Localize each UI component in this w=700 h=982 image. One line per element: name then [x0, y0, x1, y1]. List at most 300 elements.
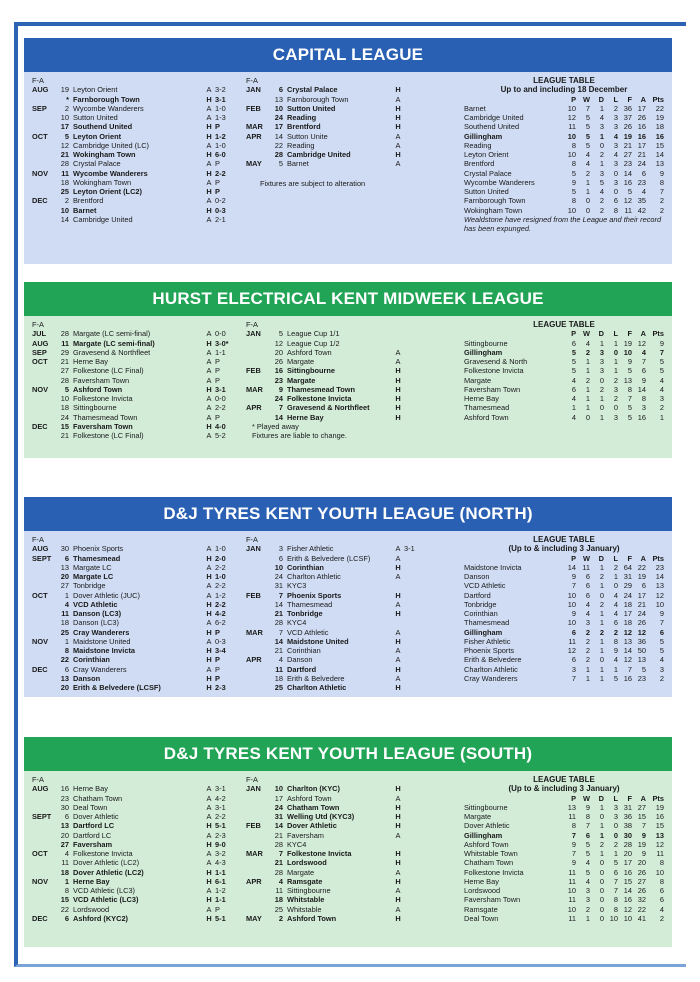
fixture-result: 2-2	[215, 581, 226, 591]
fixture-month: OCT	[32, 849, 48, 858]
fixture-venue: H	[395, 821, 401, 831]
league-table-header	[464, 554, 664, 563]
fixture-opponent: Thamesmead Town	[287, 384, 356, 394]
league-table-stat: 9	[571, 609, 576, 618]
fixture-result	[404, 665, 426, 674]
league-table-stat: 7	[659, 187, 664, 196]
fixture-row	[32, 581, 237, 590]
fixture-day: 27	[60, 839, 69, 849]
league-table-row	[464, 366, 664, 375]
league-table-stat: 2	[599, 839, 604, 849]
fixture-result: P	[215, 664, 220, 674]
fixture-month: APR	[246, 403, 262, 413]
league-table-stat: 11	[568, 812, 576, 821]
fixture-opponent: Thamesmead	[287, 599, 333, 609]
fixture-day: 23	[60, 793, 69, 803]
fixture-row	[32, 655, 237, 664]
league-table-stat: 20	[623, 849, 632, 858]
league-table-row	[464, 831, 664, 840]
fixture-month	[246, 554, 271, 563]
fixture-month: AUG	[32, 338, 49, 348]
league-table-stat: 9	[571, 858, 576, 868]
fixture-row	[32, 159, 237, 168]
fixture-venue: H	[395, 384, 401, 394]
fixture-opponent: Cray Wanderers	[73, 627, 130, 637]
fixture-day: 11	[61, 338, 69, 348]
fixture-row	[246, 655, 426, 664]
fixture-result	[404, 655, 426, 664]
fixture-result	[404, 591, 426, 600]
fixture-opponent: Farnborough Town	[287, 94, 349, 104]
fixture-row	[32, 366, 237, 375]
section-title: CAPITAL LEAGUE	[24, 38, 672, 72]
fixture-venue: H	[206, 150, 212, 159]
fixture-month	[32, 674, 57, 683]
fixture-result	[404, 858, 426, 867]
league-table-stat: 9	[659, 168, 664, 178]
fixture-month	[246, 840, 271, 849]
fixture-result: 3-0*	[215, 338, 229, 348]
league-table-stat: 8	[659, 876, 664, 886]
fixture-note: Fixtures are liable to change.	[252, 431, 347, 440]
fixture-venue: H	[395, 103, 401, 113]
league-table-row	[464, 821, 664, 830]
league-table-stat: 7	[585, 103, 590, 113]
league-table-team: Lordswood	[464, 886, 501, 895]
fixture-month	[32, 572, 57, 581]
fixture-result	[404, 914, 426, 923]
league-table-stat: 0	[599, 858, 604, 868]
fixture-row	[246, 591, 426, 600]
league-table-stat: 1	[585, 187, 590, 196]
league-table-row	[464, 159, 664, 168]
fixture-opponent: Tonbridge	[73, 581, 106, 591]
league-table-stat: 64	[623, 562, 632, 572]
fixture-month: SEP	[32, 103, 47, 113]
league-table-stat: 3	[599, 122, 604, 132]
fixture-result: 2-2	[215, 168, 226, 178]
fixture-row	[246, 544, 426, 553]
fixture-opponent: Wycombe Wanderers	[73, 103, 144, 113]
fixture-month	[246, 357, 271, 366]
fixture-month	[32, 150, 57, 159]
fixture-month	[246, 637, 271, 646]
fixture-row	[246, 329, 426, 338]
fixture-month: NOV	[32, 876, 49, 886]
league-table-stat: 23	[637, 177, 646, 187]
league-table-stat: 12	[567, 646, 576, 655]
league-table-title: LEAGUE TABLE	[533, 320, 595, 329]
fixture-venue: A	[206, 357, 212, 366]
fixture-day: 27	[60, 581, 69, 591]
fixture-venue: H	[395, 122, 401, 132]
league-table-stat: 29	[623, 581, 632, 591]
fixture-month	[32, 840, 57, 849]
fixture-day: 20	[60, 683, 69, 692]
league-table-row	[464, 877, 664, 886]
league-table-stat: 6	[659, 886, 664, 895]
fixture-row	[32, 357, 237, 366]
fixture-venue: A	[206, 214, 212, 224]
league-table-stat: 7	[613, 876, 618, 886]
league-table-team: Thamesmead	[464, 403, 510, 413]
fixture-day: 11	[61, 609, 69, 618]
league-table-stat: 12	[637, 627, 646, 637]
fixture-day: 21	[60, 431, 69, 440]
league-table-row	[464, 600, 664, 609]
fixture-row	[246, 366, 426, 375]
league-table-stat: 3	[585, 895, 590, 905]
fixture-day: 24	[274, 572, 283, 581]
fixture-venue: A	[395, 655, 401, 665]
league-table-stat: 8	[641, 394, 646, 403]
fixture-row	[32, 840, 237, 849]
league-table-stat: 4	[585, 599, 590, 609]
league-table-team: Whitstable Town	[464, 849, 518, 858]
league-table-stat: 38	[623, 821, 632, 831]
league-table-col-header: D	[598, 793, 604, 803]
league-table-stat: 13	[623, 636, 632, 646]
league-table-team: Farnborough Town	[464, 196, 526, 206]
league-table-team: Sittingbourne	[464, 338, 508, 348]
fixture-day: 14	[274, 821, 283, 831]
league-table-stat: 6	[613, 867, 618, 877]
fixture-month: JAN	[246, 784, 261, 794]
fixture-opponent: Herne Bay	[73, 876, 110, 886]
league-table-stat: 8	[571, 821, 576, 831]
fixture-result	[404, 637, 426, 646]
fixture-result: 3-2	[215, 85, 226, 95]
fixture-opponent: Corinthian	[73, 655, 110, 665]
league-table-stat: 7	[659, 618, 664, 628]
league-table-stat: 1	[585, 366, 590, 376]
league-table-stat: 9	[627, 357, 632, 366]
fixture-month	[246, 581, 271, 590]
league-table-stat: 10	[623, 347, 632, 357]
fixture-venue: H	[395, 849, 401, 858]
fixture-opponent: Danson (LC3)	[73, 609, 122, 618]
league-table-stat: 7	[627, 664, 632, 674]
league-table-col-header: F	[627, 94, 632, 104]
fixture-month: AUG	[32, 544, 49, 554]
fixture-row	[246, 609, 426, 618]
fixture-venue: A	[206, 590, 212, 600]
league-table-stat: 5	[641, 664, 646, 674]
fixture-day: 3	[278, 544, 283, 554]
fixture-venue: H	[206, 599, 212, 609]
league-table-stat: 5	[613, 858, 618, 868]
fixture-row	[246, 113, 426, 122]
league-table-col-header: W	[583, 553, 590, 563]
league-table-stat: 1	[613, 366, 618, 376]
fixture-venue: A	[395, 347, 401, 357]
fixture-month	[32, 858, 57, 867]
fixture-row	[32, 794, 237, 803]
league-table-team: Thamesmead	[464, 618, 510, 628]
fixture-result: P	[215, 673, 220, 683]
league-table-header	[464, 794, 664, 803]
league-table-stat: 9	[571, 839, 576, 849]
fixture-venue: A	[395, 627, 401, 637]
league-table-stat: 6	[641, 581, 646, 591]
league-table-team: Gillingham	[464, 347, 503, 357]
fixture-row	[32, 563, 237, 572]
fixture-month: JUL	[32, 329, 46, 339]
fixture-venue: H	[395, 375, 401, 385]
fixture-row	[32, 394, 237, 403]
fixture-row	[32, 858, 237, 867]
fixture-row	[246, 914, 426, 923]
fixture-venue: A	[395, 544, 401, 554]
fixture-opponent: Margate (LC semi-final)	[73, 329, 151, 339]
fixture-venue: A	[206, 793, 212, 803]
league-table-stat: 2	[613, 562, 618, 572]
fixture-month	[246, 831, 271, 840]
league-table-stat: 22	[637, 562, 646, 572]
fixture-result: 6-1	[215, 876, 226, 886]
league-table-stat: 13	[655, 830, 664, 840]
fixture-venue: A	[206, 830, 212, 840]
league-table-stat: 9	[571, 177, 576, 187]
league-table-stat: 10	[623, 913, 632, 923]
fixture-month	[246, 646, 271, 655]
league-table-stat: 16	[655, 812, 664, 821]
fixture-month	[246, 376, 271, 385]
league-table-stat: 6	[571, 655, 576, 665]
fixture-row	[32, 674, 237, 683]
league-table-stat: 7	[585, 821, 590, 831]
league-table-stat: 0	[599, 655, 604, 665]
league-table-stat: 24	[623, 590, 632, 600]
fixture-opponent: Reading	[287, 113, 317, 122]
fixture-row	[246, 683, 426, 692]
league-table-stat: 1	[599, 664, 604, 674]
league-table-stat: 31	[623, 802, 632, 812]
fixture-day: 11	[275, 664, 283, 674]
fixture-row	[246, 821, 426, 830]
fixture-row	[246, 132, 426, 141]
fixture-row	[32, 348, 237, 357]
league-table-stat: 21	[637, 150, 646, 159]
fixture-month	[32, 905, 57, 914]
fixture-month	[32, 95, 57, 104]
league-table-col-header: D	[598, 329, 604, 339]
league-table-col-header: F	[627, 553, 632, 563]
fixture-day: 6	[278, 85, 283, 95]
fixture-opponent: Folkestone Invicta	[287, 394, 352, 403]
league-table-stat: 3	[599, 347, 604, 357]
fixture-day: 30	[60, 802, 69, 812]
league-table-stat: 15	[623, 876, 632, 886]
fixture-venue: H	[395, 609, 401, 618]
fixture-row	[246, 628, 426, 637]
fixture-day: 18	[274, 895, 283, 905]
fixture-venue: H	[395, 85, 401, 95]
league-table-row	[464, 150, 664, 159]
league-table-row	[464, 618, 664, 627]
league-table-team: Danson	[464, 572, 490, 581]
league-table-stat: 5	[627, 403, 632, 413]
league-table-stat: 26	[637, 113, 646, 122]
league-table-stat: 0	[613, 403, 618, 413]
fixture-row	[32, 849, 237, 858]
league-table-col-header: Pts	[652, 793, 664, 803]
fixture-opponent: Charlton Athletic	[287, 683, 347, 692]
fixture-month: OCT	[32, 357, 48, 366]
league-table-stat: 1	[599, 636, 604, 646]
fixture-day: 28	[60, 329, 69, 339]
league-table-stat: 22	[637, 904, 646, 914]
fixture-opponent: Thamesmead Town	[73, 412, 138, 422]
fixture-month	[246, 609, 271, 618]
league-table-stat: 16	[623, 867, 632, 877]
fixture-row	[32, 609, 237, 618]
fixture-opponent: Leyton Orient (LC2)	[73, 187, 142, 196]
league-table-col-header: W	[583, 94, 590, 104]
league-table-stat: 4	[585, 876, 590, 886]
fixture-month: OCT	[32, 131, 48, 141]
fixture-row	[32, 85, 237, 94]
fixture-month: SEP	[32, 347, 47, 357]
fixture-day: 5	[278, 329, 283, 339]
fixture-opponent: Dartford	[287, 664, 317, 674]
league-table-stat: 17	[637, 590, 646, 600]
fixture-month: MAR	[246, 627, 263, 637]
fixture-result	[404, 572, 426, 581]
fixture-row	[32, 413, 237, 422]
fixture-month: AUG	[32, 784, 49, 794]
league-table-row	[464, 905, 664, 914]
fixture-venue: A	[206, 412, 212, 422]
league-table-stat: 2	[613, 839, 618, 849]
fixture-note: * Played away	[252, 421, 299, 431]
fixture-day: 31	[274, 581, 283, 591]
league-table-stat: 5	[585, 131, 590, 141]
league-table-team: Sittingbourne	[464, 802, 508, 812]
fixture-venue: A	[395, 673, 401, 683]
league-table-stat: 14	[655, 150, 664, 159]
league-table-stat: 0	[613, 168, 618, 178]
fixture-result: 4-2	[215, 609, 226, 618]
league-table-stat: 1	[599, 394, 604, 403]
league-table-stat: 5	[599, 177, 604, 187]
league-table-team: Margate	[464, 812, 492, 821]
league-table-stat: 1	[613, 357, 618, 366]
league-table-row	[464, 637, 664, 646]
league-table-stat: 13	[567, 802, 576, 812]
league-table-stat: 19	[637, 572, 646, 581]
fixture-opponent: Chatham Town	[287, 802, 340, 812]
fixture-day: 24	[274, 802, 283, 812]
league-table-stat: 14	[623, 646, 632, 655]
league-table-team: Erith & Belvedere	[464, 655, 522, 665]
fixture-row	[32, 422, 237, 431]
fixture-month: DEC	[32, 196, 48, 206]
fixture-day: 10	[60, 113, 69, 122]
league-table-team: Wycombe Wanderers	[464, 177, 535, 187]
fixture-month	[246, 113, 271, 122]
fixture-result: 2-2	[215, 599, 226, 609]
fixture-opponent: Ashford (KYC2)	[73, 913, 129, 923]
league-table-stat: 3	[599, 357, 604, 366]
fixture-month: NOV	[32, 636, 49, 646]
fixture-venue: H	[395, 858, 401, 868]
fixture-row	[246, 868, 426, 877]
fixture-row	[32, 637, 237, 646]
league-table-stat: 12	[637, 338, 646, 348]
league-table-stat: 16	[637, 122, 646, 132]
fixture-month: AUG	[32, 85, 49, 95]
fixture-row	[246, 858, 426, 867]
league-table-stat: 1	[613, 664, 618, 674]
league-table-stat: 1	[585, 357, 590, 366]
fixture-day: 20	[274, 347, 283, 357]
league-table-stat: 2	[659, 673, 664, 683]
fixture-day: 30	[60, 544, 69, 554]
league-table-stat: 2	[599, 150, 604, 159]
league-table-stat: 2	[659, 913, 664, 923]
fixture-opponent: VCD Athletic (LC3)	[73, 886, 136, 895]
league-table-stat: 6	[571, 338, 576, 348]
fixture-row	[246, 150, 426, 159]
fixture-opponent: Ashford Town	[73, 384, 123, 394]
league-table-col-header: A	[640, 94, 646, 104]
fixture-month	[32, 646, 57, 655]
league-table-stat: 27	[637, 876, 646, 886]
fixture-month	[32, 821, 57, 830]
fixture-month: FEB	[246, 821, 261, 831]
league-table-title: (Up to & including 3 January)	[508, 544, 620, 554]
fixture-result: P	[215, 187, 220, 196]
fixture-month: NOV	[32, 168, 49, 178]
fixture-day: 27	[60, 366, 69, 376]
fixture-result: 4-2	[215, 793, 226, 803]
fixture-opponent: Cambridge United	[287, 150, 351, 159]
fixture-result: 1-2	[215, 590, 226, 600]
fixture-month	[32, 206, 57, 215]
league-table-stat: 13	[655, 159, 664, 169]
fixture-row	[246, 385, 426, 394]
league-table-stat: 10	[567, 886, 576, 895]
fixture-result	[404, 159, 426, 168]
league-table-stat: 1	[599, 618, 604, 628]
fixture-opponent: Erith & Belvedere (LCSF)	[287, 553, 371, 563]
fixture-result: P	[215, 366, 220, 376]
fixture-venue: A	[206, 858, 212, 868]
fixture-opponent: Thamesmead	[73, 553, 121, 563]
fixture-opponent: Maidstone Invicta	[73, 646, 136, 655]
league-table-stat: 3	[659, 394, 664, 403]
fixture-result: P	[215, 655, 220, 665]
league-table-stat: 1	[599, 830, 604, 840]
fixture-opponent: Lordswood	[287, 858, 327, 868]
fixture-day: 10	[60, 205, 69, 215]
fixture-day: 18	[60, 867, 69, 877]
league-table-stat: 11	[624, 205, 632, 215]
fixture-month	[246, 868, 271, 877]
fixture-day: 21	[274, 646, 283, 655]
league-table-stat: 3	[613, 412, 618, 422]
fixture-month	[32, 868, 57, 877]
league-table-stat: 6	[659, 895, 664, 905]
fixture-row	[246, 877, 426, 886]
league-table-row	[464, 895, 664, 904]
fixture-opponent: Charlton Athletic	[287, 572, 341, 581]
fixture-row	[32, 215, 237, 224]
league-table-row	[464, 357, 664, 366]
league-table-stat: 7	[659, 347, 664, 357]
league-table-stat: 17	[623, 609, 632, 618]
